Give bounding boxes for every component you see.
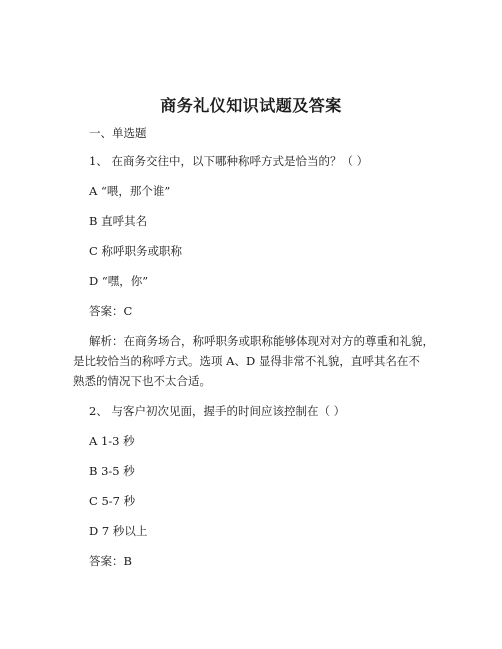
question-1-option-a: A “喂，那个谁” (89, 184, 171, 198)
question-2-option-d: D 7 秒以上 (89, 524, 148, 538)
question-1-option-d: D “嘿，你” (89, 274, 149, 288)
question-1-option-c: C 称呼职务或职称 (89, 244, 182, 258)
question-2-stem: 2、 与客户初次见面，握手的时间应该控制在（ ） (89, 404, 346, 418)
question-2-option-a: A 1-3 秒 (89, 434, 135, 448)
question-1-answer: 答案：C (89, 304, 133, 318)
section-heading: 一、单选题 (89, 126, 147, 140)
question-1-analysis-line-1: 解析：在商务场合，称呼职务或职称能够体现对对方的尊重和礼貌， (89, 334, 434, 348)
question-2-option-c: C 5-7 秒 (89, 494, 136, 508)
question-2-answer: 答案：B (89, 554, 132, 568)
question-1-stem: 1、 在商务交往中，以下哪种称呼方式是恰当的？（ ） (89, 154, 369, 168)
question-2-option-b: B 3-5 秒 (89, 464, 135, 478)
question-1-option-b: B 直呼其名 (89, 214, 148, 228)
question-1-analysis-line-3: 熟悉的情况下也不太合适。 (73, 374, 211, 388)
question-1-analysis-line-2: 是比较恰当的称呼方式。选项 A、D 显得非常不礼貌，直呼其名在不 (73, 354, 420, 368)
page-title: 商务礼仪知识试题及答案 (160, 96, 342, 115)
